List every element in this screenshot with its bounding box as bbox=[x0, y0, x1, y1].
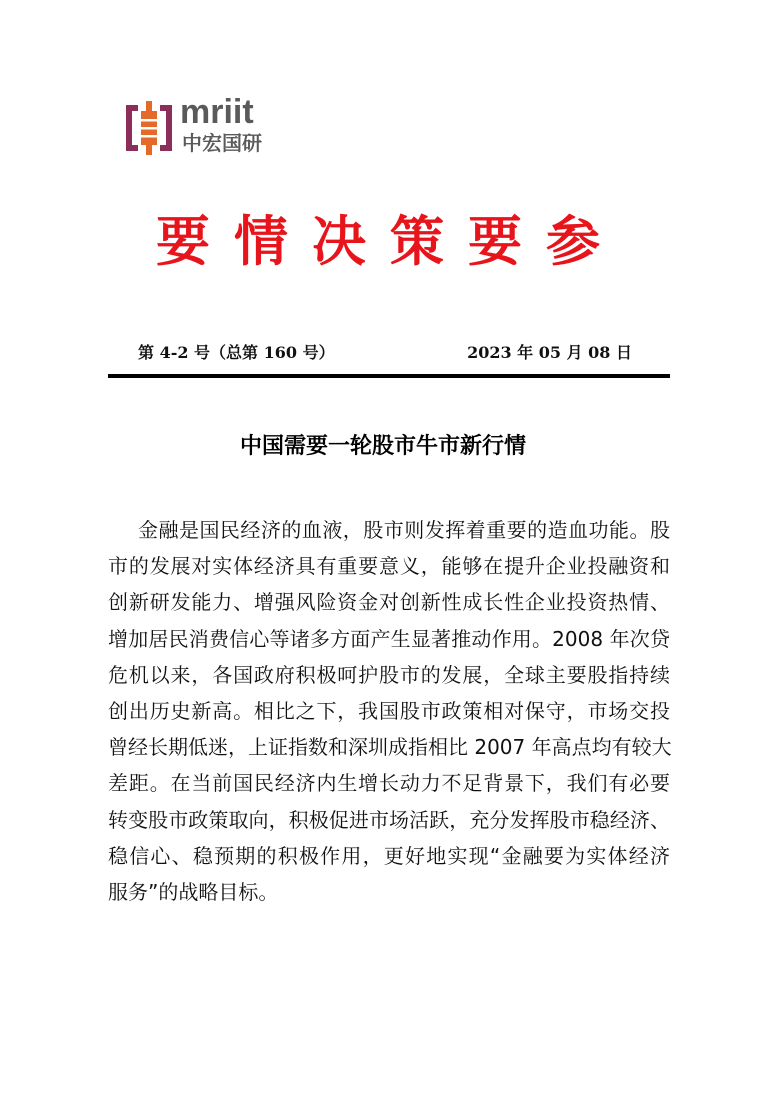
logo-wordmark: mriit bbox=[180, 93, 254, 131]
issue-info-line bbox=[108, 340, 668, 366]
issue-number: 第 4-2 号（总第 160 号） bbox=[138, 343, 335, 362]
body-line: 危机以来，各国政府积极呵护股市的发展，全球主要股指持续 bbox=[108, 662, 670, 687]
mriit-logo bbox=[124, 93, 274, 159]
body-line: 市的发展对实体经济具有重要意义，能够在提升企业投融资和 bbox=[108, 554, 670, 579]
issue-date: 2023 年 05 月 08 日 bbox=[467, 343, 632, 362]
mriit-logo-mark-icon bbox=[124, 99, 174, 157]
body-line: 曾经长期低迷，上证指数和深圳成指相比 2007 年高点均有较大 bbox=[108, 735, 672, 760]
article-title: 中国需要一轮股市牛市新行情 bbox=[239, 434, 526, 459]
body-line: 创出历史新高。相比之下，我国股市政策相对保守，市场交投 bbox=[108, 698, 670, 723]
header-divider bbox=[108, 374, 670, 378]
article-body bbox=[108, 512, 670, 910]
body-line: 差距。在当前国民经济内生增长动力不足背景下，我们有必要 bbox=[108, 771, 670, 796]
body-line: 增加居民消费信心等诸多方面产生显著推动作用。2008 年次贷 bbox=[108, 626, 670, 651]
body-line: 服务”的战略目标。 bbox=[108, 879, 279, 904]
body-line: 稳信心、稳预期的积极作用，更好地实现“金融要为实体经济 bbox=[108, 843, 670, 868]
logo-chinese-name: 中宏国研 bbox=[182, 131, 262, 155]
body-line: 创新研发能力、增强风险资金对创新性成长性企业投资热情、 bbox=[108, 590, 670, 615]
body-line: 金融是国民经济的血液，股市则发挥着重要的造血功能。股 bbox=[138, 518, 670, 542]
masthead-title: 要情决策要参 bbox=[156, 209, 624, 273]
body-line: 转变股市政策取向，积极促进市场活跃，充分发挥股市稳经济、 bbox=[108, 807, 670, 832]
